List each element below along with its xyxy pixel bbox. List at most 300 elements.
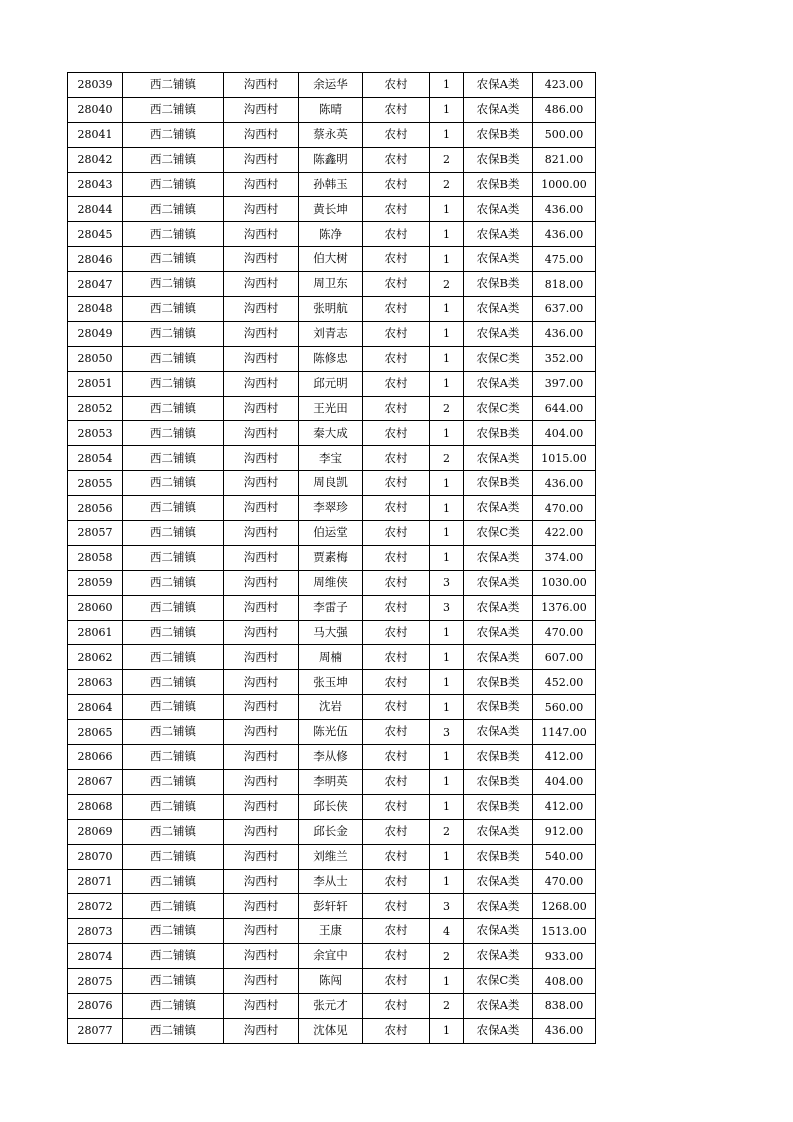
table-row [68,521,596,546]
member-count-cell: 2 [430,396,464,421]
person-name-cell: 孙韩玉 [299,172,363,197]
person-name-cell: 沈岩 [299,695,363,720]
town-cell: 西二铺镇 [123,595,224,620]
town-cell: 西二铺镇 [123,993,224,1018]
village-cell: 沟西村 [224,919,299,944]
household-type-cell: 农村 [363,521,430,546]
record-number-cell: 28057 [68,521,123,546]
person-name-cell: 邱元明 [299,371,363,396]
record-number-cell: 28048 [68,297,123,322]
member-count-cell: 1 [430,97,464,122]
town-cell: 西二铺镇 [123,247,224,272]
household-type-cell: 农村 [363,496,430,521]
insurance-category-cell: 农保B类 [464,471,533,496]
member-count-cell: 1 [430,794,464,819]
table-body [68,73,596,1044]
town-cell: 西二铺镇 [123,396,224,421]
table-row [68,73,596,98]
town-cell: 西二铺镇 [123,446,224,471]
village-cell: 沟西村 [224,371,299,396]
household-type-cell: 农村 [363,969,430,994]
record-number-cell: 28068 [68,794,123,819]
record-number-cell: 28072 [68,894,123,919]
table-row [68,869,596,894]
table-row [68,346,596,371]
amount-cell: 374.00 [533,545,596,570]
insurance-category-cell: 农保B类 [464,794,533,819]
household-type-cell: 农村 [363,421,430,446]
insurance-category-cell: 农保C类 [464,521,533,546]
household-type-cell: 农村 [363,222,430,247]
member-count-cell: 4 [430,919,464,944]
table-row [68,595,596,620]
village-cell: 沟西村 [224,197,299,222]
record-number-cell: 28046 [68,247,123,272]
household-type-cell: 农村 [363,819,430,844]
amount-cell: 1000.00 [533,172,596,197]
member-count-cell: 1 [430,496,464,521]
insurance-category-cell: 农保B类 [464,844,533,869]
table-row [68,993,596,1018]
village-cell: 沟西村 [224,819,299,844]
amount-cell: 404.00 [533,769,596,794]
person-name-cell: 周维侠 [299,570,363,595]
village-cell: 沟西村 [224,969,299,994]
person-name-cell: 邱长金 [299,819,363,844]
person-name-cell: 黄长坤 [299,197,363,222]
town-cell: 西二铺镇 [123,172,224,197]
town-cell: 西二铺镇 [123,297,224,322]
member-count-cell: 1 [430,371,464,396]
member-count-cell: 1 [430,73,464,98]
amount-cell: 1513.00 [533,919,596,944]
person-name-cell: 张玉坤 [299,670,363,695]
amount-cell: 470.00 [533,869,596,894]
record-number-cell: 28058 [68,545,123,570]
village-cell: 沟西村 [224,73,299,98]
amount-cell: 821.00 [533,147,596,172]
amount-cell: 637.00 [533,297,596,322]
amount-cell: 423.00 [533,73,596,98]
amount-cell: 404.00 [533,421,596,446]
table-row [68,894,596,919]
village-cell: 沟西村 [224,769,299,794]
village-cell: 沟西村 [224,595,299,620]
amount-cell: 500.00 [533,122,596,147]
insurance-category-cell: 农保A类 [464,321,533,346]
insurance-category-cell: 农保A类 [464,247,533,272]
record-number-cell: 28074 [68,944,123,969]
document-page [67,72,596,1044]
table-row [68,620,596,645]
record-number-cell: 28039 [68,73,123,98]
table-row [68,247,596,272]
village-cell: 沟西村 [224,844,299,869]
town-cell: 西二铺镇 [123,670,224,695]
household-type-cell: 农村 [363,197,430,222]
record-number-cell: 28060 [68,595,123,620]
village-cell: 沟西村 [224,570,299,595]
person-name-cell: 李明英 [299,769,363,794]
member-count-cell: 2 [430,819,464,844]
town-cell: 西二铺镇 [123,272,224,297]
record-number-cell: 28043 [68,172,123,197]
member-count-cell: 1 [430,545,464,570]
insurance-category-cell: 农保B类 [464,147,533,172]
person-name-cell: 李雷子 [299,595,363,620]
town-cell: 西二铺镇 [123,794,224,819]
village-cell: 沟西村 [224,645,299,670]
household-type-cell: 农村 [363,97,430,122]
insurance-category-cell: 农保A类 [464,371,533,396]
amount-cell: 1030.00 [533,570,596,595]
member-count-cell: 1 [430,695,464,720]
table-row [68,446,596,471]
table-row [68,371,596,396]
record-number-cell: 28061 [68,620,123,645]
amount-cell: 838.00 [533,993,596,1018]
household-type-cell: 农村 [363,545,430,570]
amount-cell: 607.00 [533,645,596,670]
person-name-cell: 周卫东 [299,272,363,297]
insurance-category-cell: 农保B类 [464,122,533,147]
record-number-cell: 28062 [68,645,123,670]
person-name-cell: 周良凯 [299,471,363,496]
amount-cell: 412.00 [533,794,596,819]
table-row [68,570,596,595]
insurance-category-cell: 农保A类 [464,97,533,122]
town-cell: 西二铺镇 [123,894,224,919]
town-cell: 西二铺镇 [123,97,224,122]
person-name-cell: 刘青志 [299,321,363,346]
village-cell: 沟西村 [224,446,299,471]
table-row [68,471,596,496]
member-count-cell: 2 [430,272,464,297]
household-type-cell: 农村 [363,297,430,322]
household-type-cell: 农村 [363,919,430,944]
insurance-category-cell: 农保A类 [464,869,533,894]
person-name-cell: 陈修忠 [299,346,363,371]
member-count-cell: 1 [430,844,464,869]
table-row [68,695,596,720]
member-count-cell: 1 [430,645,464,670]
record-number-cell: 28065 [68,720,123,745]
insurance-category-cell: 农保A类 [464,570,533,595]
village-cell: 沟西村 [224,894,299,919]
household-type-cell: 农村 [363,993,430,1018]
record-number-cell: 28076 [68,993,123,1018]
amount-cell: 412.00 [533,745,596,770]
record-number-cell: 28051 [68,371,123,396]
village-cell: 沟西村 [224,794,299,819]
village-cell: 沟西村 [224,695,299,720]
insurance-category-cell: 农保A类 [464,720,533,745]
table-row [68,172,596,197]
insurance-category-cell: 农保A类 [464,197,533,222]
member-count-cell: 1 [430,620,464,645]
insurance-category-cell: 农保C类 [464,969,533,994]
member-count-cell: 1 [430,122,464,147]
member-count-cell: 1 [430,745,464,770]
town-cell: 西二铺镇 [123,570,224,595]
person-name-cell: 陈净 [299,222,363,247]
household-type-cell: 农村 [363,371,430,396]
table-row [68,147,596,172]
person-name-cell: 贾素梅 [299,545,363,570]
member-count-cell: 1 [430,247,464,272]
village-cell: 沟西村 [224,272,299,297]
record-number-cell: 28071 [68,869,123,894]
person-name-cell: 伯运堂 [299,521,363,546]
member-count-cell: 2 [430,147,464,172]
insurance-category-cell: 农保B类 [464,769,533,794]
village-cell: 沟西村 [224,172,299,197]
member-count-cell: 1 [430,869,464,894]
town-cell: 西二铺镇 [123,421,224,446]
household-type-cell: 农村 [363,869,430,894]
member-count-cell: 2 [430,446,464,471]
household-type-cell: 农村 [363,172,430,197]
village-cell: 沟西村 [224,869,299,894]
household-type-cell: 农村 [363,595,430,620]
person-name-cell: 彭轩轩 [299,894,363,919]
town-cell: 西二铺镇 [123,147,224,172]
household-type-cell: 农村 [363,471,430,496]
insurance-category-cell: 农保C类 [464,346,533,371]
amount-cell: 486.00 [533,97,596,122]
amount-cell: 818.00 [533,272,596,297]
town-cell: 西二铺镇 [123,695,224,720]
insurance-category-cell: 农保A类 [464,545,533,570]
person-name-cell: 张明航 [299,297,363,322]
member-count-cell: 1 [430,421,464,446]
record-number-cell: 28075 [68,969,123,994]
insurance-category-cell: 农保B类 [464,670,533,695]
member-count-cell: 2 [430,944,464,969]
insurance-category-cell: 农保A类 [464,595,533,620]
insurance-category-cell: 农保A类 [464,919,533,944]
village-cell: 沟西村 [224,471,299,496]
insurance-category-cell: 农保B类 [464,172,533,197]
household-type-cell: 农村 [363,122,430,147]
town-cell: 西二铺镇 [123,944,224,969]
table-row [68,819,596,844]
household-type-cell: 农村 [363,73,430,98]
town-cell: 西二铺镇 [123,620,224,645]
member-count-cell: 3 [430,720,464,745]
table-row [68,97,596,122]
person-name-cell: 陈光伍 [299,720,363,745]
village-cell: 沟西村 [224,97,299,122]
person-name-cell: 马大强 [299,620,363,645]
insurance-category-cell: 农保A类 [464,620,533,645]
village-cell: 沟西村 [224,297,299,322]
amount-cell: 436.00 [533,197,596,222]
record-number-cell: 28073 [68,919,123,944]
member-count-cell: 3 [430,570,464,595]
table-row [68,421,596,446]
household-type-cell: 农村 [363,570,430,595]
member-count-cell: 1 [430,471,464,496]
person-name-cell: 张元才 [299,993,363,1018]
member-count-cell: 1 [430,222,464,247]
insurance-category-cell: 农保A类 [464,297,533,322]
record-number-cell: 28041 [68,122,123,147]
insurance-category-cell: 农保A类 [464,222,533,247]
person-name-cell: 沈体见 [299,1018,363,1043]
member-count-cell: 2 [430,993,464,1018]
town-cell: 西二铺镇 [123,122,224,147]
person-name-cell: 陈鑫明 [299,147,363,172]
household-type-cell: 农村 [363,346,430,371]
amount-cell: 1376.00 [533,595,596,620]
town-cell: 西二铺镇 [123,919,224,944]
person-name-cell: 秦大成 [299,421,363,446]
table-row [68,122,596,147]
record-number-cell: 28066 [68,745,123,770]
person-name-cell: 邱长侠 [299,794,363,819]
amount-cell: 436.00 [533,222,596,247]
person-name-cell: 周楠 [299,645,363,670]
amount-cell: 560.00 [533,695,596,720]
person-name-cell: 蔡永英 [299,122,363,147]
insurance-category-cell: 农保B类 [464,421,533,446]
household-type-cell: 农村 [363,321,430,346]
record-number-cell: 28077 [68,1018,123,1043]
amount-cell: 540.00 [533,844,596,869]
person-name-cell: 李翠珍 [299,496,363,521]
town-cell: 西二铺镇 [123,521,224,546]
record-number-cell: 28044 [68,197,123,222]
household-type-cell: 农村 [363,769,430,794]
insurance-category-cell: 农保B类 [464,272,533,297]
household-type-cell: 农村 [363,944,430,969]
household-type-cell: 农村 [363,272,430,297]
amount-cell: 436.00 [533,471,596,496]
table-row [68,321,596,346]
town-cell: 西二铺镇 [123,645,224,670]
insurance-category-cell: 农保A类 [464,819,533,844]
amount-cell: 436.00 [533,321,596,346]
member-count-cell: 3 [430,595,464,620]
village-cell: 沟西村 [224,396,299,421]
household-type-cell: 农村 [363,645,430,670]
record-number-cell: 28053 [68,421,123,446]
table-row [68,272,596,297]
member-count-cell: 1 [430,197,464,222]
member-count-cell: 1 [430,297,464,322]
record-number-cell: 28042 [68,147,123,172]
amount-cell: 644.00 [533,396,596,421]
member-count-cell: 1 [430,346,464,371]
household-type-cell: 农村 [363,396,430,421]
record-number-cell: 28063 [68,670,123,695]
household-type-cell: 农村 [363,147,430,172]
table-row [68,197,596,222]
town-cell: 西二铺镇 [123,73,224,98]
town-cell: 西二铺镇 [123,371,224,396]
amount-cell: 933.00 [533,944,596,969]
amount-cell: 436.00 [533,1018,596,1043]
village-cell: 沟西村 [224,122,299,147]
amount-cell: 912.00 [533,819,596,844]
person-name-cell: 余运华 [299,73,363,98]
village-cell: 沟西村 [224,147,299,172]
table-row [68,794,596,819]
member-count-cell: 1 [430,670,464,695]
record-number-cell: 28069 [68,819,123,844]
record-number-cell: 28067 [68,769,123,794]
town-cell: 西二铺镇 [123,1018,224,1043]
town-cell: 西二铺镇 [123,197,224,222]
record-number-cell: 28052 [68,396,123,421]
town-cell: 西二铺镇 [123,545,224,570]
household-type-cell: 农村 [363,446,430,471]
member-count-cell: 3 [430,894,464,919]
village-cell: 沟西村 [224,944,299,969]
village-cell: 沟西村 [224,421,299,446]
village-cell: 沟西村 [224,720,299,745]
town-cell: 西二铺镇 [123,496,224,521]
household-type-cell: 农村 [363,844,430,869]
village-cell: 沟西村 [224,321,299,346]
person-name-cell: 王光田 [299,396,363,421]
insurance-category-cell: 农保A类 [464,993,533,1018]
member-count-cell: 1 [430,1018,464,1043]
household-type-cell: 农村 [363,695,430,720]
household-type-cell: 农村 [363,670,430,695]
amount-cell: 475.00 [533,247,596,272]
insurance-category-cell: 农保B类 [464,695,533,720]
town-cell: 西二铺镇 [123,819,224,844]
table-row [68,844,596,869]
insurance-category-cell: 农保A类 [464,446,533,471]
amount-cell: 470.00 [533,496,596,521]
village-cell: 沟西村 [224,496,299,521]
person-name-cell: 刘维兰 [299,844,363,869]
village-cell: 沟西村 [224,1018,299,1043]
amount-cell: 352.00 [533,346,596,371]
insurance-category-cell: 农保B类 [464,745,533,770]
table-row [68,745,596,770]
amount-cell: 1268.00 [533,894,596,919]
insurance-category-cell: 农保C类 [464,396,533,421]
village-cell: 沟西村 [224,222,299,247]
household-type-cell: 农村 [363,794,430,819]
town-cell: 西二铺镇 [123,869,224,894]
member-count-cell: 1 [430,521,464,546]
table-row [68,645,596,670]
allowance-table [67,72,596,1044]
record-number-cell: 28055 [68,471,123,496]
insurance-category-cell: 农保A类 [464,645,533,670]
person-name-cell: 李宝 [299,446,363,471]
table-row [68,944,596,969]
record-number-cell: 28045 [68,222,123,247]
household-type-cell: 农村 [363,620,430,645]
member-count-cell: 1 [430,969,464,994]
member-count-cell: 1 [430,321,464,346]
table-row [68,496,596,521]
record-number-cell: 28040 [68,97,123,122]
table-row [68,1018,596,1043]
insurance-category-cell: 农保A类 [464,944,533,969]
table-row [68,919,596,944]
household-type-cell: 农村 [363,894,430,919]
record-number-cell: 28054 [68,446,123,471]
town-cell: 西二铺镇 [123,769,224,794]
amount-cell: 1015.00 [533,446,596,471]
